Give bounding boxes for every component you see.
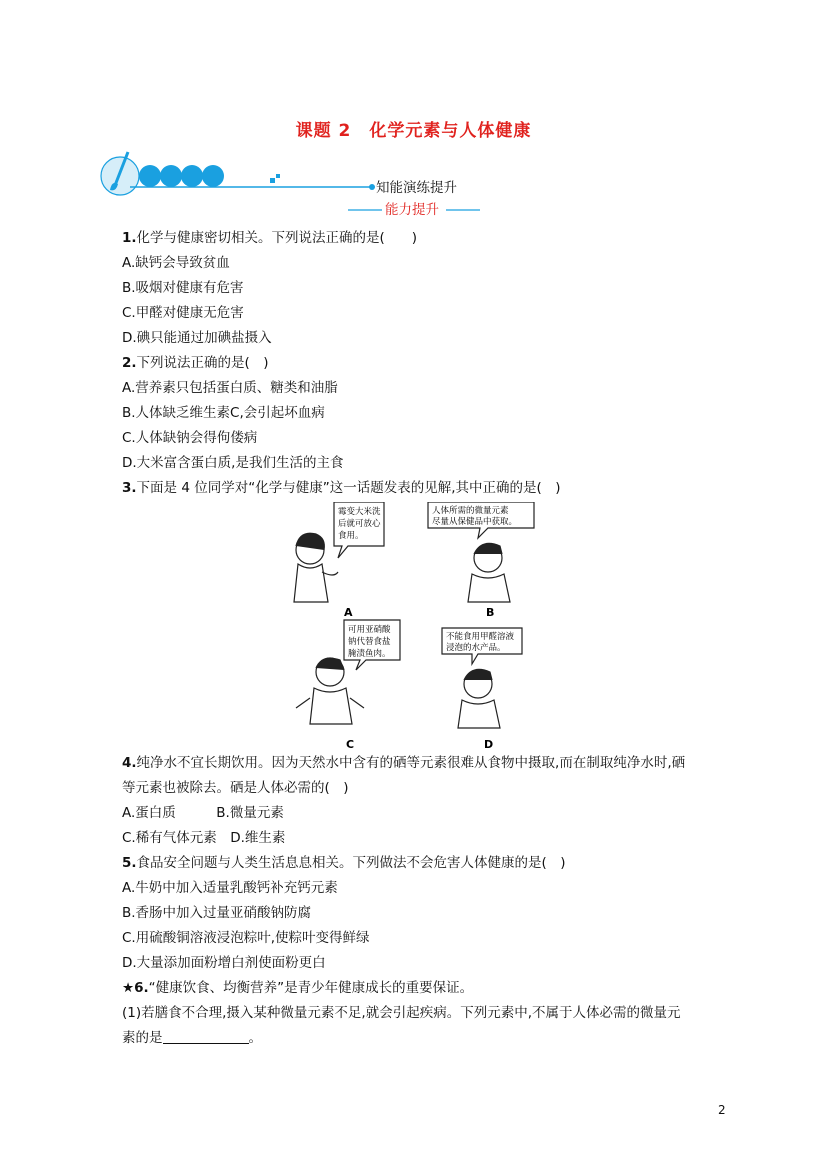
q5-stem	[122, 854, 566, 872]
panel-b-speech-line-1: 人体所需的微量元素	[432, 506, 509, 516]
q2-option-d: D.大米富含蛋白质,是我们生活的主食	[122, 455, 344, 471]
section-banner	[100, 150, 500, 222]
q5-option-a: A.牛奶中加入适量乳酸钙补充钙元素	[122, 880, 338, 896]
q6-sub1-line-2	[122, 1029, 262, 1047]
banner-section-label: 知能演练提升	[376, 180, 457, 196]
student-a-illustration	[294, 533, 338, 602]
panel-a-speech-line-2: 后就可放心	[338, 519, 381, 529]
banner-sub-label: 能力提升	[385, 202, 439, 218]
q6-stem	[122, 979, 473, 997]
banner-dots	[139, 165, 224, 187]
q6-sub1-text-2: 素的是	[122, 1030, 163, 1046]
q2-stem	[122, 354, 269, 372]
q2-option-a: A.营养素只包括蛋白质、糖类和油脂	[122, 380, 338, 396]
q3-number: 3.	[122, 480, 137, 496]
figure-panel-c	[296, 620, 400, 751]
q4-options-row-2: C.稀有气体元素 D.维生素	[122, 830, 286, 846]
q1-number: 1.	[122, 230, 137, 246]
panel-c-label: C	[346, 738, 355, 751]
q2-number: 2.	[122, 355, 137, 371]
q4-number: 4.	[122, 755, 137, 771]
q4-stem-text-1: 纯净水不宜长期饮用。因为天然水中含有的硒等元素很难从食物中摄取,而在制取纯净水时,硒	[136, 755, 686, 771]
q5-number: 5.	[122, 855, 137, 871]
figure-panel-b	[428, 502, 534, 619]
panel-c-speech-line-2: 钠代替食盐	[348, 637, 391, 647]
q1-stem-text: 化学与健康密切相关。下列说法正确的是( )	[136, 230, 418, 246]
q4-stem-line-2: 等元素也被除去。硒是人体必需的( )	[122, 780, 349, 796]
panel-a-speech-line-1: 霉变大米洗	[338, 507, 381, 517]
q5-option-b: B.香肠中加入过量亚硝酸钠防腐	[122, 905, 312, 921]
brush-logo-icon	[101, 152, 139, 195]
panel-a-speech-line-3: 食用。	[338, 531, 364, 541]
q1-option-c: C.甲醛对健康无危害	[122, 305, 244, 321]
q6-stem-text: “健康饮食、均衡营养”是青少年健康成长的重要保证。	[148, 980, 474, 996]
q1-stem	[122, 229, 417, 247]
q3-stem	[122, 479, 561, 497]
q3-stem-text: 下面是 4 位同学对“化学与健康”这一话题发表的见解,其中正确的是( )	[136, 480, 561, 496]
student-c-illustration	[296, 658, 364, 724]
student-b-illustration	[468, 543, 510, 602]
panel-c-speech-line-3: 腌渍鱼肉。	[348, 649, 391, 659]
q4-options-row-1: A.蛋白质 B.微量元素	[122, 805, 284, 821]
q3-figure	[282, 502, 544, 754]
q5-option-c: C.用硫酸铜溶液浸泡粽叶,使粽叶变得鲜绿	[122, 930, 370, 946]
q6-sub1-line-1: (1)若膳食不合理,摄入某种微量元素不足,就会引起疾病。下列元素中,不属于人体必需的微量元	[122, 1005, 681, 1021]
q6-answer-blank[interactable]	[163, 1030, 249, 1044]
q5-stem-text: 食品安全问题与人类生活息息相关。下列做法不会危害人体健康的是( )	[136, 855, 566, 871]
panel-d-speech-line-2: 浸泡的水产品。	[446, 643, 506, 653]
panel-b-label: B	[486, 606, 495, 619]
panel-d-speech-line-1: 不能食用甲醛溶液	[446, 632, 515, 642]
q2-stem-text: 下列说法正确的是( )	[136, 355, 269, 371]
figure-panel-d	[442, 628, 522, 751]
q2-option-b: B.人体缺乏维生素C,会引起坏血病	[122, 405, 325, 421]
q5-option-d: D.大量添加面粉增白剂使面粉更白	[122, 955, 326, 971]
q1-option-d: D.碘只能通过加碘盐摄入	[122, 330, 272, 346]
q1-option-a: A.缺钙会导致贫血	[122, 255, 230, 271]
q1-option-b: B.吸烟对健康有危害	[122, 280, 244, 296]
panel-d-label: D	[484, 738, 494, 751]
page-title: 课题 2 化学元素与人体健康	[295, 121, 532, 141]
q2-option-c: C.人体缺钠会得佝偻病	[122, 430, 258, 446]
panel-c-speech-line-1: 可用亚硝酸	[348, 625, 391, 635]
panel-b-speech-line-2: 尽量从保健品中获取。	[432, 517, 518, 527]
q4-stem-line-1	[122, 754, 685, 772]
student-d-illustration	[458, 669, 500, 728]
panel-a-label: A	[344, 606, 353, 619]
figure-panel-a	[294, 502, 384, 619]
page-number: 2	[718, 1103, 726, 1117]
q6-sub1-end: 。	[248, 1030, 262, 1046]
q6-number: ★6.	[122, 980, 149, 996]
